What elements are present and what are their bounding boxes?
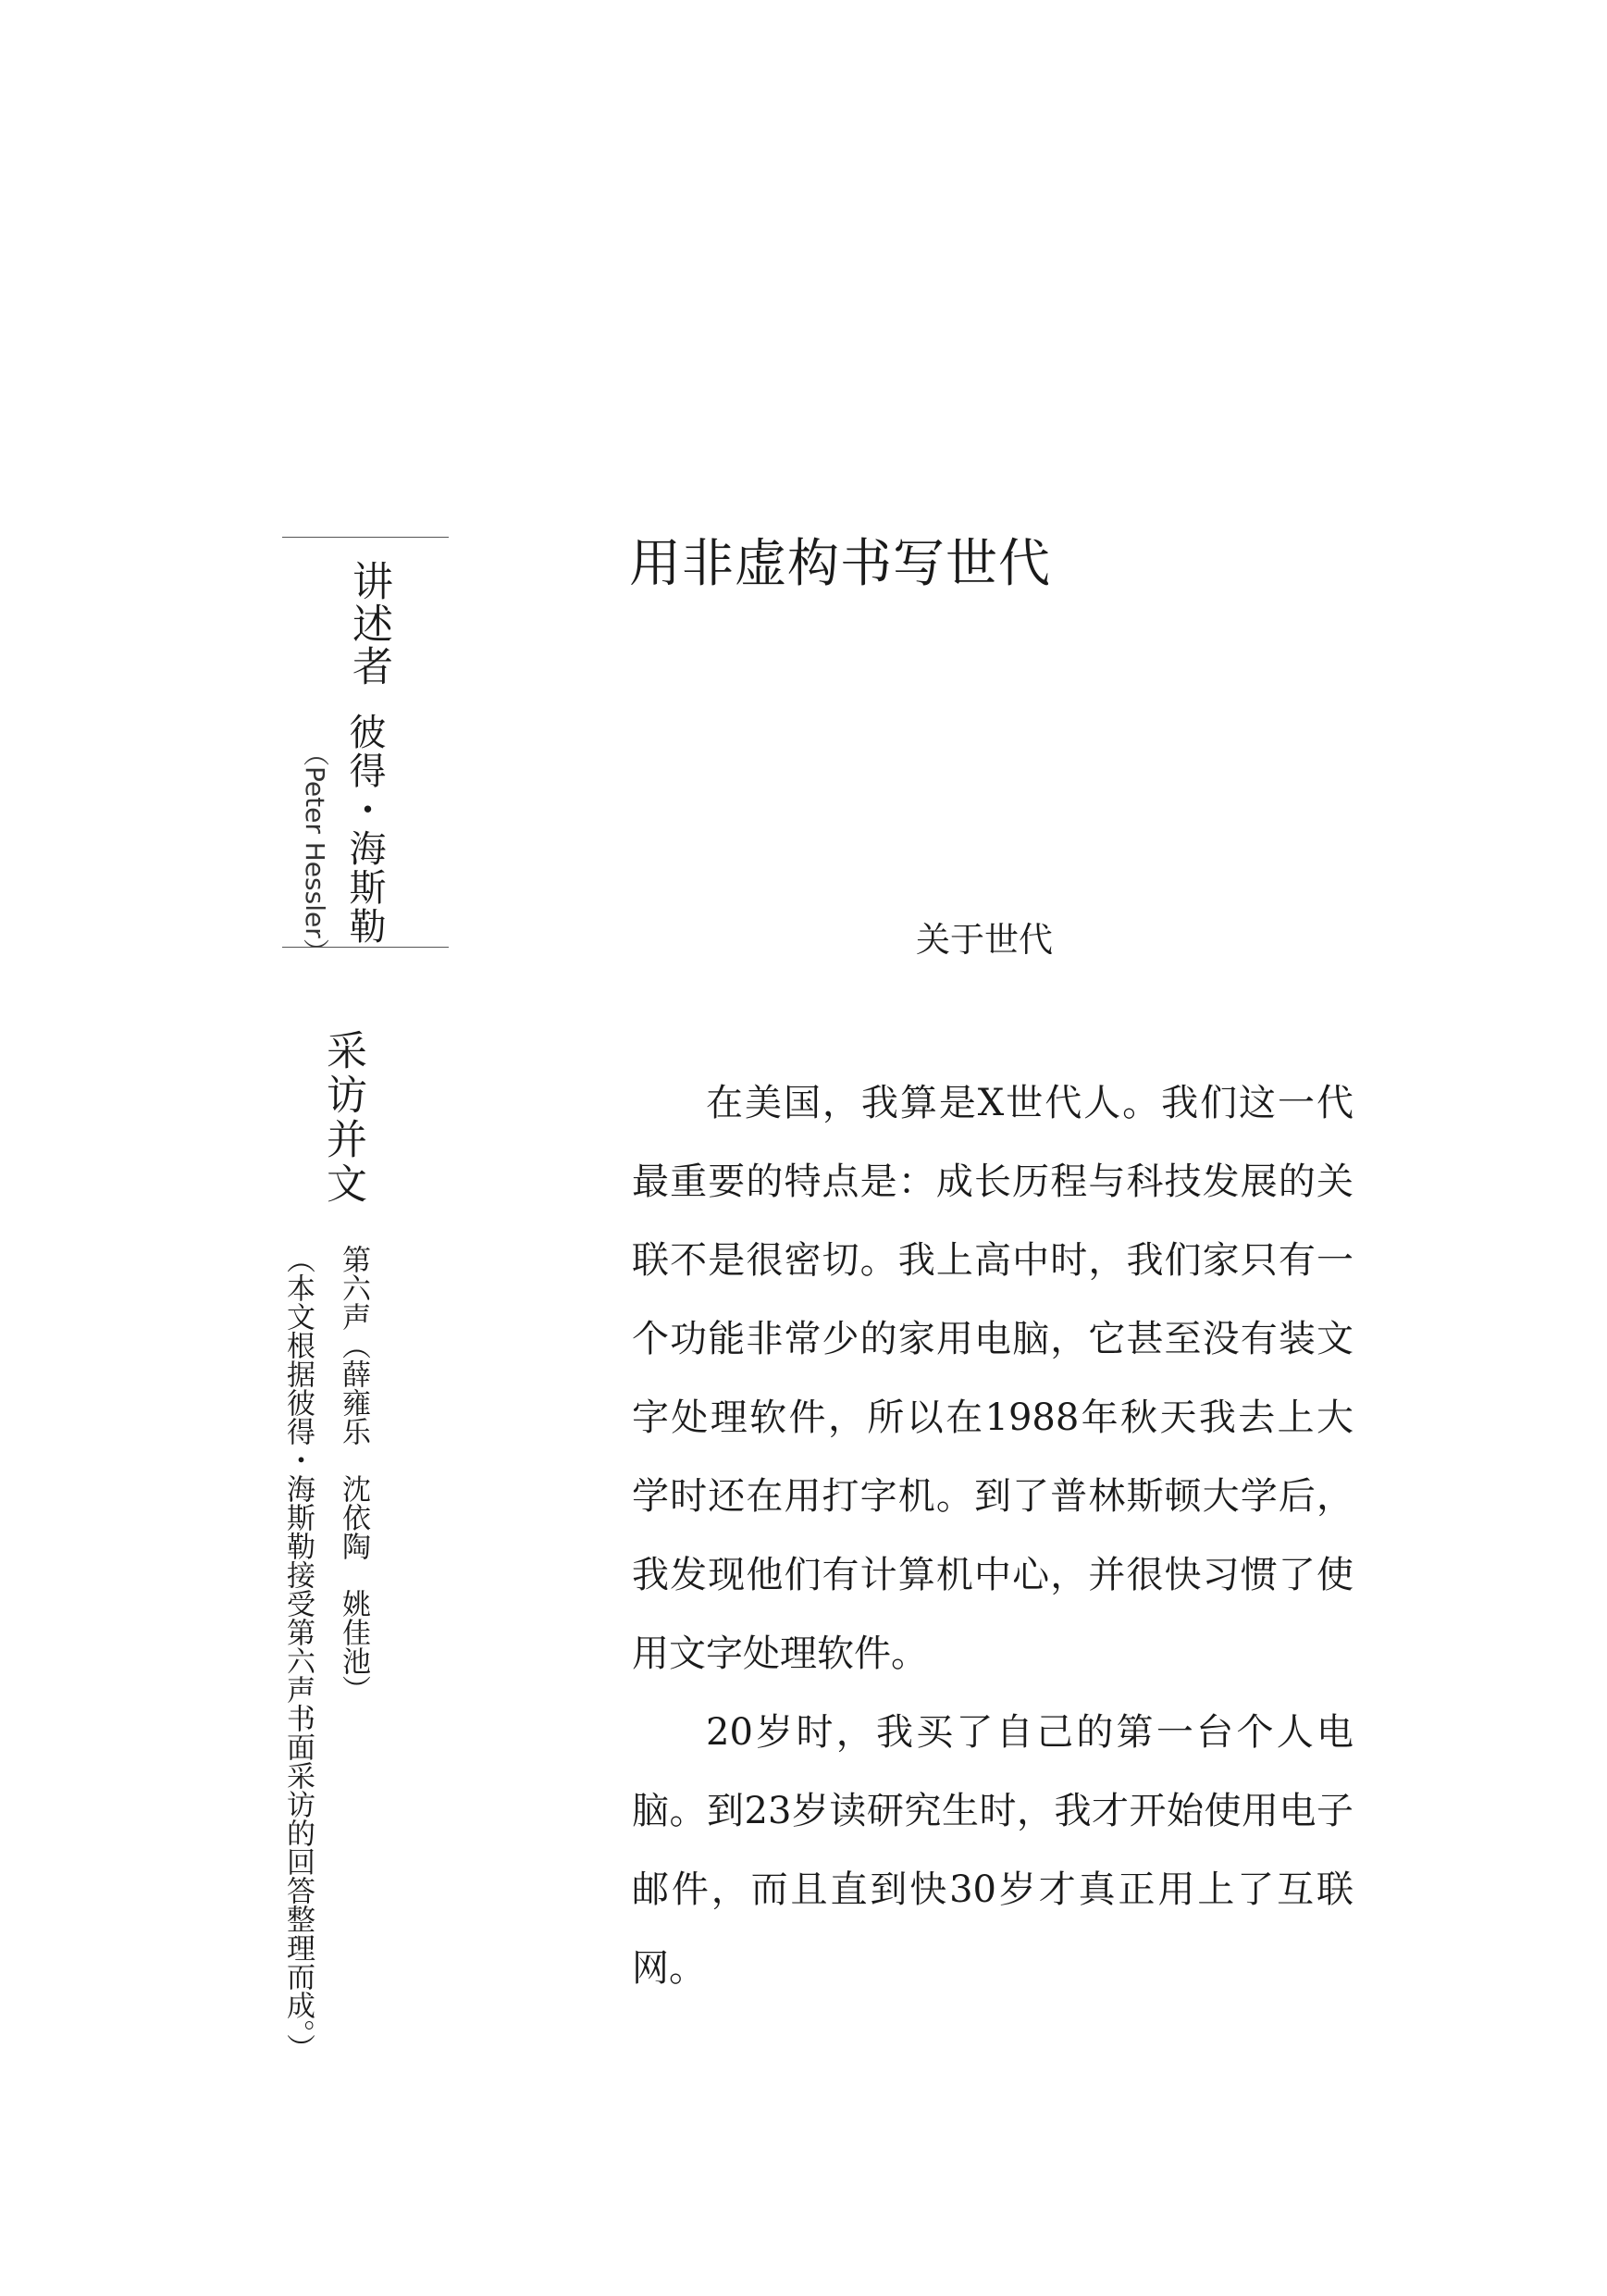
speaker-label: 讲述者 (345, 560, 392, 688)
article-title: 用非虚构书写世代 (629, 534, 1051, 594)
body-paragraph: 在美国，我算是X世代人。我们这一代最重要的特点是：成长历程与科技发展的关联不是很密切。我上高中时，我们家只有一个功能非常少的家用电脑，它甚至没有装文字处理软件，所以在1988年秋天我去上大学时还在用打字机。到了普林斯顿大学后，我发现他们有计算机中心，并很快习惯了使用文字处理软件。 (632, 1082, 1354, 1675)
body-paragraph: 20岁时，我买了自己的第一台个人电脑。到23岁读研究生时，我才开始使用电子邮件，而且直到快30岁才真正用上了互联网。 (632, 1711, 1354, 1990)
interviewers-credit: 第六声（薛雍乐 沈依陶 姚佳池） (337, 1245, 370, 1704)
sidebar-top-rule (282, 537, 449, 538)
source-note: （本文根据彼得・海斯勒接受第六声书面采访的回答整理而成。） (281, 1245, 315, 2063)
interview-label: 采访并文 (319, 1029, 366, 1207)
speaker-name: 彼得・海斯勒 (343, 713, 386, 946)
speaker-name-english: （Peter Hessler） (300, 740, 330, 964)
sidebar-bottom-rule (282, 947, 449, 948)
section-title: 关于世代 (916, 920, 1053, 960)
article-body (632, 1064, 1354, 2008)
